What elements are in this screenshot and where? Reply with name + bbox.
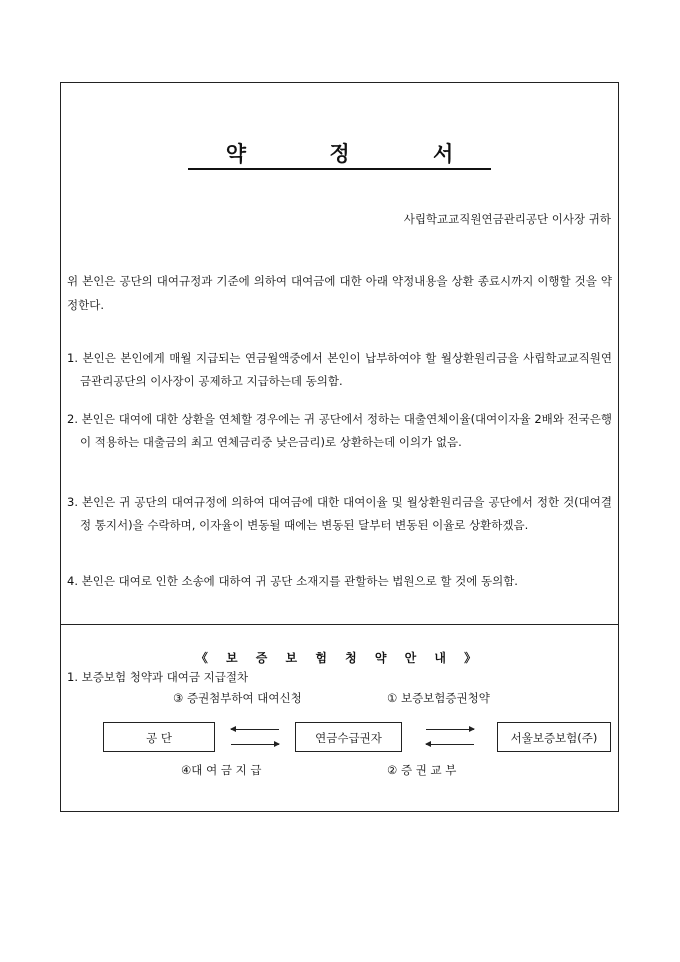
box-gongdan: 공 단 <box>103 722 215 752</box>
box-insurer: 서울보증보험(주) <box>497 722 611 752</box>
arrow-to-gongdan <box>231 729 279 730</box>
document-title <box>61 138 618 168</box>
addressee: 사립학교교직원연금관리공단 이사장 귀하 <box>403 212 611 226</box>
document-title-text: 약 정 서 <box>188 142 491 170</box>
step1-label: ① 보증보험증권청약 <box>387 691 490 705</box>
clause-3: 3. 본인은 귀 공단의 대여규정에 의하여 대여금에 대한 대여이율 및 월상환원리금을 공단에서 정한 것(대여결정 통지서)을 수락하며, 이자율이 변동될 때에는 변동된 달부터 변동된 이율로 상환하겠음. <box>67 495 612 532</box>
guarantee-subtitle: 1. 보증보험 청약과 대여금 지급절차 <box>67 670 249 684</box>
arrow-to-insurer <box>426 729 474 730</box>
clause-4: 4. 본인은 대여로 인한 소송에 대하여 귀 공단 소재지를 관할하는 법원으로 할 것에 동의함. <box>67 574 518 588</box>
step4-label: ④대 여 금 지 급 <box>181 763 262 777</box>
intro-paragraph: 위 본인은 공단의 대여규정과 기준에 의하여 대여금에 대한 아래 약정내용을 상환 종료시까지 이행할 것을 약정한다. <box>67 274 612 312</box>
clause-2: 2. 본인은 대여에 대한 상환을 연체할 경우에는 귀 공단에서 정하는 대출연체이율(대여이자율 2배와 전국은행이 적용하는 대출금의 최고 연체금리중 낮은금리)로 상환하는데 이의가 없음. <box>67 412 612 449</box>
guarantee-title: 《 보 증 보 험 청 약 안 내 》 <box>195 651 484 665</box>
box-recipient: 연금수급권자 <box>295 722 402 752</box>
step2-label: ② 증 권 교 부 <box>387 763 457 777</box>
section-divider <box>61 624 618 625</box>
arrow-to-recipient-from-gongdan <box>231 744 279 745</box>
step3-label: ③ 증권첨부하여 대여신청 <box>173 691 302 705</box>
arrow-to-recipient-from-insurer <box>426 744 474 745</box>
document-frame <box>60 82 619 812</box>
clause-1: 1. 본인은 본인에게 매월 지급되는 연금월액중에서 본인이 납부하여야 할 월상환원리금을 사립학교교직원연금관리공단의 이사장이 공제하고 지급하는데 동의함. <box>67 351 612 388</box>
